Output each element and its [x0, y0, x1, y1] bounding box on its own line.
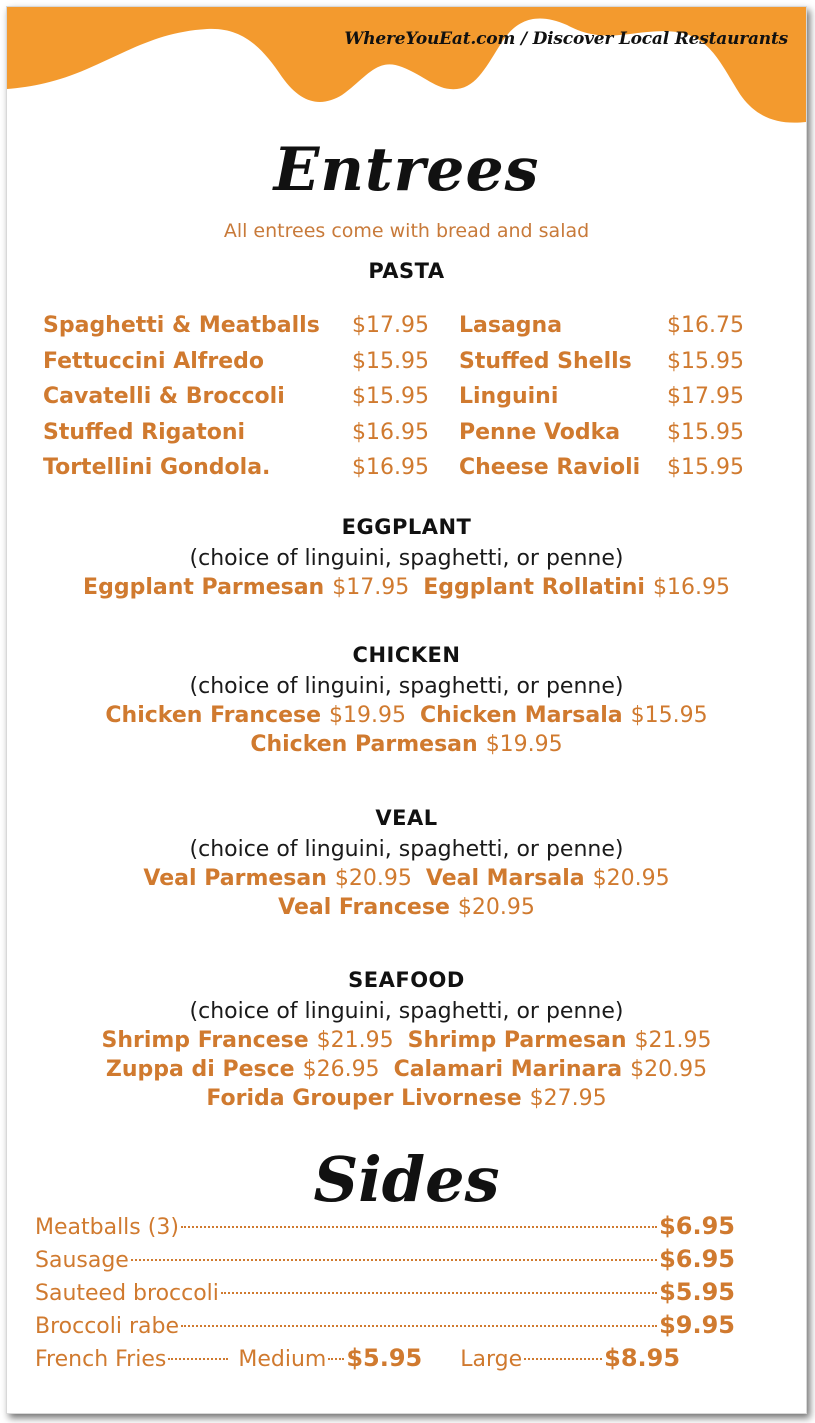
dot-leader [181, 1226, 657, 1228]
menu-item-name: Chicken Marsala [420, 703, 623, 728]
side-row-french-fries [35, 1344, 735, 1372]
eggplant-choice: (choice of linguini, spaghetti, or penne) [189, 546, 624, 571]
side-row [35, 1311, 735, 1344]
menu-row [7, 732, 806, 757]
pasta-item-name: Penne Vodka [459, 419, 621, 445]
side-price: $6.95 [659, 1212, 735, 1240]
side-price: $6.95 [659, 1245, 735, 1273]
pasta-section [7, 259, 806, 283]
pasta-item-price: $16.75 [667, 313, 744, 338]
menu-item-name: Chicken Parmesan [250, 732, 478, 757]
item-rows [7, 703, 806, 757]
fries-large-price: $8.95 [604, 1344, 681, 1372]
pasta-item-price: $16.95 [352, 419, 429, 445]
entrees-note: All entrees come with bread and salad [223, 220, 590, 242]
menu-row [7, 1086, 806, 1111]
side-name: Sausage [35, 1248, 129, 1273]
pasta-item-price: $16.95 [352, 455, 429, 480]
side-name: Broccoli rabe [35, 1314, 180, 1339]
menu-item-price: $16.95 [652, 575, 730, 600]
menu-item-price: $27.95 [529, 1086, 607, 1111]
pasta-item-price: $17.95 [667, 384, 744, 409]
side-name: Sauteed broccoli [35, 1281, 219, 1306]
pasta-item-name: Stuffed Shells [459, 348, 632, 374]
menu-item-name: Chicken Francese [105, 703, 322, 728]
pasta-item-name: Linguini [459, 384, 559, 409]
menu-item-price: $17.95 [332, 575, 410, 600]
menu-item-price: $20.95 [334, 866, 412, 891]
menu-row [7, 575, 806, 600]
menu-item-price: $21.95 [634, 1028, 712, 1053]
menu-item-price: $19.95 [329, 703, 407, 728]
menu-row [7, 703, 806, 728]
side-row [35, 1278, 735, 1311]
menu-item-name: Veal Francese [278, 895, 450, 920]
menu-item-name: Calamari Marinara [393, 1057, 623, 1082]
seafood-section [7, 968, 806, 1111]
dot-leader [524, 1358, 602, 1360]
eggplant-section [7, 515, 806, 600]
menu-item-name: Eggplant Parmesan [83, 575, 325, 600]
seafood-choice: (choice of linguini, spaghetti, or penne) [189, 999, 624, 1024]
entrees-title: Entrees [273, 135, 540, 205]
side-price: $9.95 [659, 1311, 735, 1339]
pasta-item-name: Lasagna [459, 313, 563, 338]
side-price: $5.95 [659, 1278, 735, 1306]
orange-wave-header [7, 7, 806, 147]
pasta-item-price: $15.95 [667, 348, 744, 374]
menu-item-price: $20.95 [630, 1057, 708, 1082]
side-name: Meatballs (3) [35, 1215, 179, 1240]
menu-item-name: Zuppa di Pesce [105, 1057, 295, 1082]
menu-page [6, 6, 807, 1414]
menu-item-name: Shrimp Parmesan [407, 1028, 627, 1053]
pasta-item-name: Fettuccini Alfredo [43, 348, 265, 374]
pasta-item-name: Stuffed Rigatoni [43, 419, 246, 445]
dot-leader [181, 1325, 657, 1327]
pasta-item-name: Spaghetti & Meatballs [43, 313, 320, 338]
pasta-item-name: Cavatelli & Broccoli [43, 384, 285, 409]
dot-leader [131, 1259, 657, 1261]
menu-item-price: $26.95 [302, 1057, 380, 1082]
side-name: French Fries [35, 1347, 167, 1372]
fries-medium-label: Medium [238, 1347, 327, 1372]
item-rows [7, 575, 806, 600]
pasta-item-price: $17.95 [352, 313, 429, 338]
chicken-section [7, 643, 806, 757]
pasta-item-name: Cheese Ravioli [459, 455, 641, 480]
pasta-item-price: $15.95 [667, 419, 744, 445]
sides-title: Sides [313, 1143, 500, 1216]
dot-leader [168, 1358, 228, 1360]
eggplant-heading: EGGPLANT [341, 515, 472, 539]
menu-row [7, 895, 806, 920]
side-row [35, 1212, 735, 1245]
veal-section [7, 806, 806, 920]
menu-item-price: $20.95 [592, 866, 670, 891]
menu-item-name: Veal Marsala [425, 866, 585, 891]
pasta-item-price: $15.95 [352, 384, 429, 409]
veal-heading: VEAL [375, 806, 438, 830]
sides-list [35, 1212, 735, 1372]
veal-choice: (choice of linguini, spaghetti, or penne) [189, 837, 624, 862]
chicken-heading: CHICKEN [352, 643, 461, 667]
menu-row [7, 1057, 806, 1082]
site-label: WhereYouEat.com / Discover Local Restaurants [344, 29, 788, 49]
fries-large-label: Large [460, 1347, 523, 1372]
menu-item-name: Shrimp Francese [101, 1028, 309, 1053]
side-row [35, 1245, 735, 1278]
fries-medium-price: $5.95 [346, 1344, 423, 1372]
dot-leader [328, 1358, 344, 1360]
menu-item-price: $19.95 [485, 732, 563, 757]
pasta-item-price: $15.95 [667, 455, 744, 480]
menu-item-name: Forida Grouper Livornese [206, 1086, 522, 1111]
menu-row [7, 866, 806, 891]
menu-item-price: $21.95 [316, 1028, 394, 1053]
dot-leader [221, 1292, 657, 1294]
menu-item-name: Eggplant Rollatini [423, 575, 645, 600]
chicken-choice: (choice of linguini, spaghetti, or penne) [189, 674, 624, 699]
pasta-heading: PASTA [368, 259, 445, 283]
pasta-item-name: Tortellini Gondola. [43, 455, 271, 480]
pasta-item-price: $15.95 [352, 348, 429, 374]
item-rows [7, 1028, 806, 1111]
menu-row [7, 1028, 806, 1053]
menu-item-price: $20.95 [457, 895, 535, 920]
seafood-heading: SEAFOOD [348, 968, 465, 992]
item-rows [7, 866, 806, 920]
menu-item-price: $15.95 [630, 703, 708, 728]
menu-item-name: Veal Parmesan [143, 866, 327, 891]
